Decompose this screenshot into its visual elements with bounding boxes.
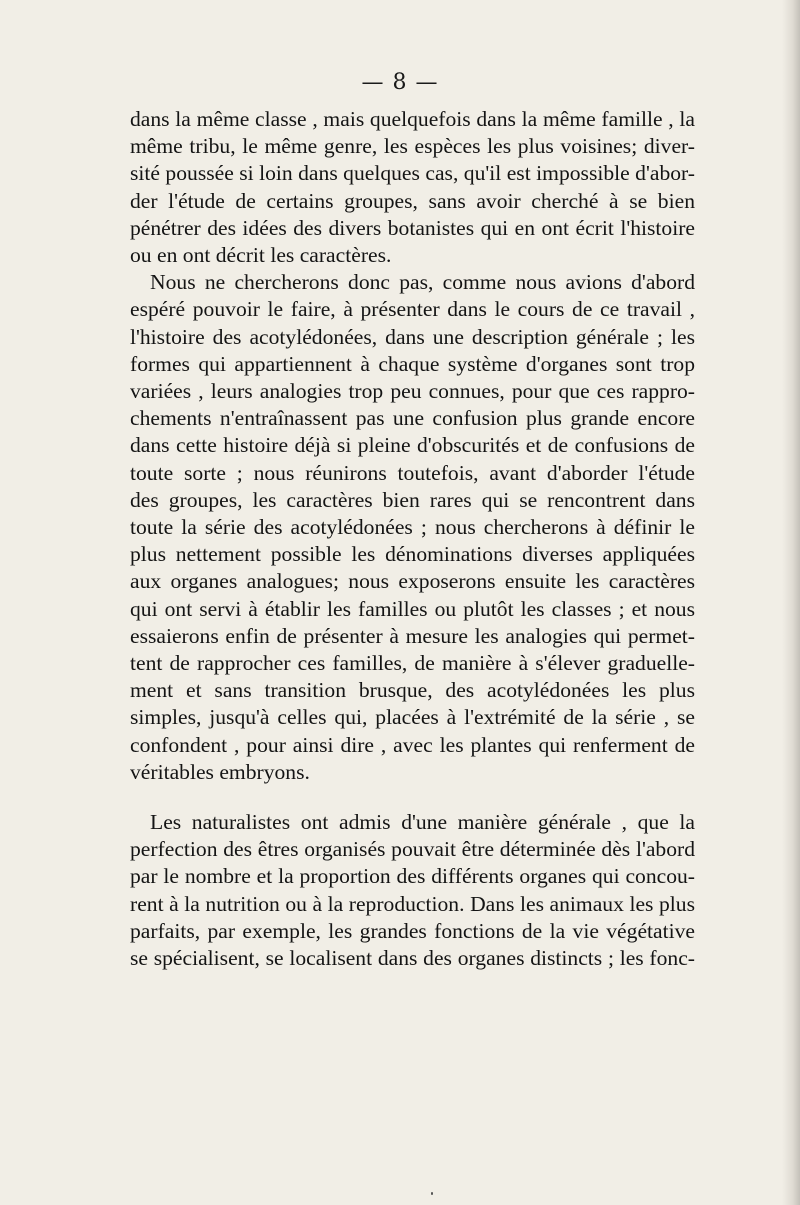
text-line: dans cette histoire déjà si pleine d'obscurités et de confusions de [130,433,695,458]
text-line: variées , leurs analogies trop peu connues, pour que ces rappro- [130,379,695,404]
text-line: Les naturalistes ont admis d'une manière générale , que la [150,810,695,835]
text-line: aux organes analogues; nous exposerons ensuite les caractères [130,569,695,594]
text-line: tent de rapprocher ces familles, de manière à s'élever graduelle- [130,651,695,676]
text-line: ment et sans transition brusque, des acotylédonées les plus [130,678,695,703]
body-text [130,106,695,972]
text-line: espéré pouvoir le faire, à présenter dans le cours de ce travail , [130,297,695,322]
text-line: dans la même classe , mais quelquefois dans la même famille , la [130,107,695,131]
text-line: par le nombre et la proportion des différents organes qui concou- [130,864,695,889]
text-line: sité poussée si loin dans quelques cas, qu'il est impossible d'abor- [130,161,695,186]
text-line: parfaits, par exemple, les grandes fonctions de la vie végétative [130,918,695,943]
paper-speck [431,1192,433,1195]
page-number: — 8 — [361,70,439,95]
text-line: chements n'entraînassent pas une confusion plus grande encore [130,406,695,431]
text-line: essaierons enfin de présenter à mesure les analogies qui permet- [130,623,695,648]
text-line: simples, jusqu'à celles qui, placées à l'extrémité de la série , se [130,705,695,730]
text-line: même tribu, le même genre, les espèces les plus voisines; diver- [130,134,695,159]
text-line: pénétrer des idées des divers botanistes qui en ont écrit l'histoire [130,215,695,240]
paragraph-2 [130,269,695,786]
text-line: plus nettement possible les dénominations diverses appliquées [130,542,695,567]
text-line: qui ont servi à établir les familles ou plutôt les classes ; et nous [130,596,695,621]
paragraph-gap [130,786,695,809]
paragraph-1 [130,106,695,269]
text-line: se spécialisent, se localisent dans des organes distincts ; les fonc- [130,946,695,971]
text-line: véritables embryons. [130,759,310,784]
text-line: toute sorte ; nous réunirons toutefois, avant d'aborder l'étude [130,460,695,485]
text-line: confondent , pour ainsi dire , avec les plantes qui renferment de [130,732,695,757]
text-line: perfection des êtres organisés pouvait être déterminée dès l'abord [130,837,695,862]
text-line: Nous ne chercherons donc pas, comme nous avions d'abord [150,270,695,295]
text-line: rent à la nutrition ou à la reproduction. Dans les animaux les plus [130,891,695,916]
text-line: toute la série des acotylédonées ; nous chercherons à définir le [130,515,695,540]
text-line: der l'étude de certains groupes, sans avoir cherché à se bien [130,188,695,213]
text-line: formes qui appartiennent à chaque système d'organes sont trop [130,351,695,376]
page-edge-shadow [782,0,800,1205]
text-line: ou en ont décrit les caractères. [130,243,392,268]
paragraph-3 [130,809,695,972]
text-line: des groupes, les caractères bien rares qui se rencontrent dans [130,487,695,512]
text-line: l'histoire des acotylédonées, dans une description générale ; les [130,324,695,349]
